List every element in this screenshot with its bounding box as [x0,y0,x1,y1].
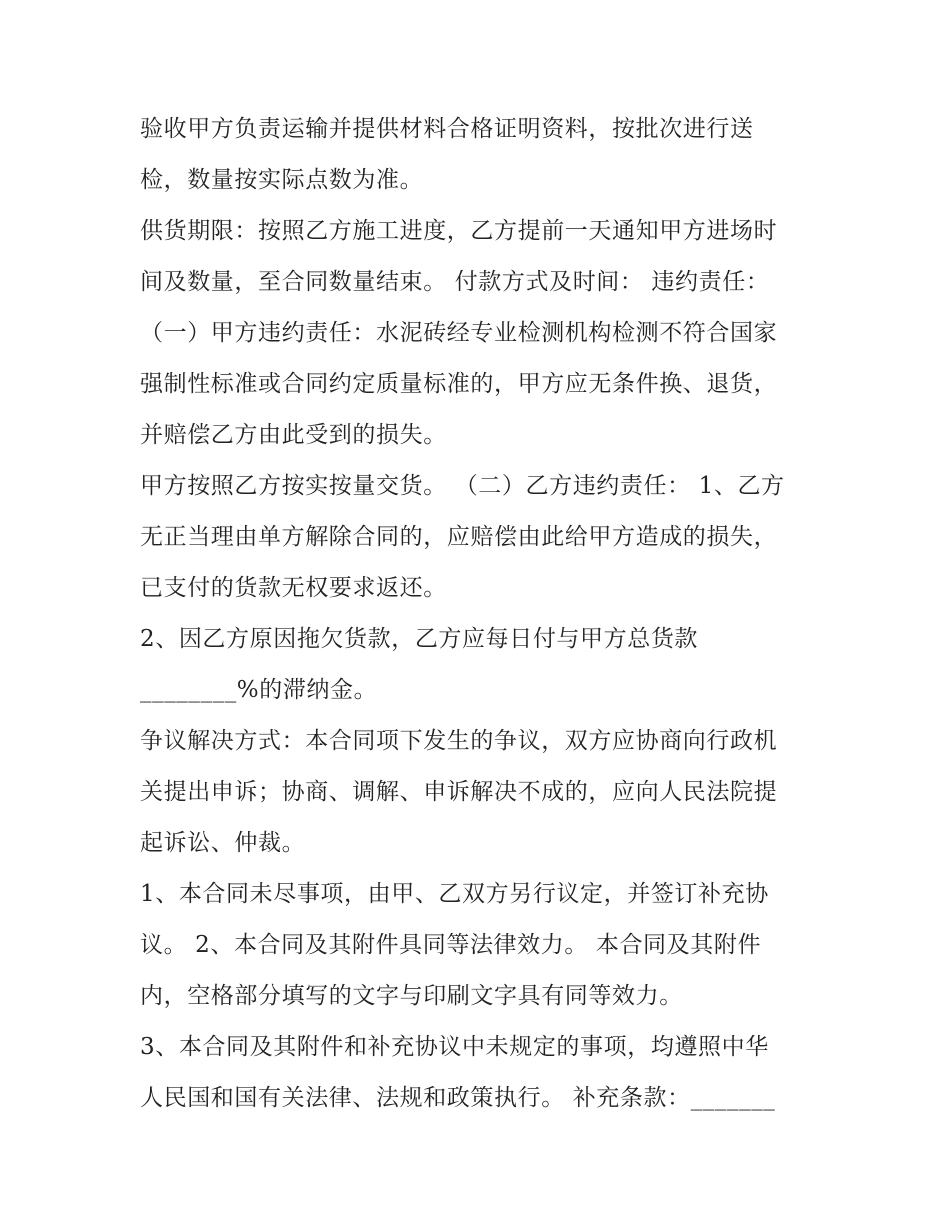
text-line: 1、本合同未尽事项，由甲、乙双方另行议定，并签订补充协 [140,881,769,907]
text-line: 起诉讼、仲裁。 [140,830,306,856]
text-line: 已支付的货款无权要求返还。 [140,575,447,601]
text-line: 甲方按照乙方按实按量交货。 （二）乙方违约责任： 1、乙方 [140,473,785,499]
text-line: 并赔偿乙方由此受到的损失。 [140,422,447,448]
text-line: （一）甲方违约责任：水泥砖经专业检测机构检测不符合国家 [140,320,778,346]
text-line: 验收甲方负责运输并提供材料合格证明资料，按批次进行送 [140,116,754,142]
text-line: 争议解决方式：本合同项下发生的争议，双方应协商向行政机 [140,728,778,754]
text-line: 间及数量，至合同数量结束。 付款方式及时间： 违约责任： [140,269,770,295]
text-line: 3、本合同及其附件和补充协议中未规定的事项，均遵照中华 [140,1034,769,1060]
text-line: 关提出申诉；协商、调解、申诉解决不成的，应向人民法院提 [140,779,778,805]
text-line: 人民国和国有关法律、法规和政策执行。 补充条款：_______ [140,1085,776,1111]
text-line: 内，空格部分填写的文字与印刷文字具有同等效力。 [140,983,683,1009]
contract-text-body [140,104,820,1124]
text-line: ________%的滞纳金。 [140,677,378,703]
text-line: 强制性标准或合同约定质量标准的，甲方应无条件换、退货， [140,371,778,397]
text-line: 议。 2、本合同及其附件具同等法律效力。 本合同及其附件 [140,932,762,958]
text-line: 检，数量按实际点数为准。 [140,167,424,193]
text-line: 无正当理由单方解除合同的，应赔偿由此给甲方造成的损失， [140,524,778,550]
text-line: 2、因乙方原因拖欠货款，乙方应每日付与甲方总货款 [140,626,699,652]
text-line: 供货期限：按照乙方施工进度，乙方提前一天通知甲方进场时 [140,218,778,244]
